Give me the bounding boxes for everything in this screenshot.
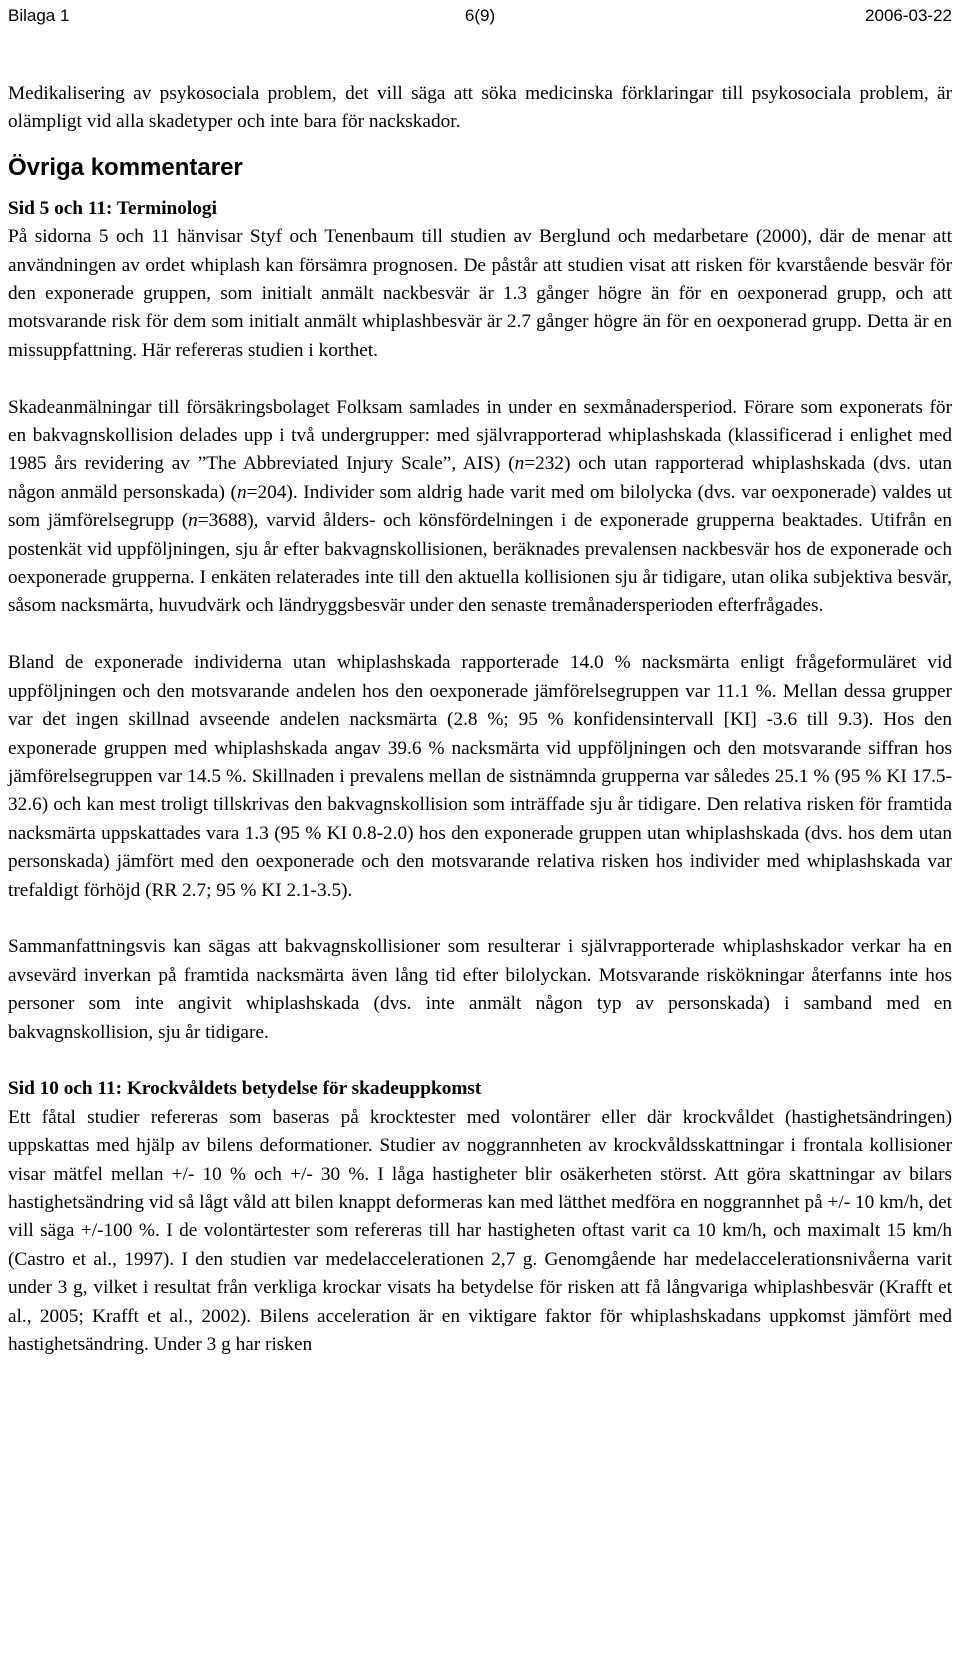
document-body [8,80,952,1359]
section2-paragraph-1: Ett fåtal studier refereras som baseras på krocktester med volontärer eller där krockvåldet (hastighetsändringen) uppskattas med hjälp av bilens deformationer. Studier av noggrannheten av krockvåldsskattningar i frontala kollisioner visar mätfel mellan +/- 10 % och +/- 30 %. I låga hastigheter blir osäkerheten störst. Att göra skattningar av bilars hastighetsändring vid så lågt våld att bilen knappt deformeras kan med lätthet medföra en noggrannhet på +/- 10 km/h, det vill säga +/-100 %. I de volontärtester som refereras till har hastigheten oftast varit ca 10 km/h, och maximalt 15 km/h (Castro et al., 1997). I den studien var medelaccelerationen 2,7 g. Genomgående har medelaccelerationsnivåerna varit under 3 g, vilket i resultat från verkliga krockar visats ha betydelse för risken att få långvariga whiplashbesvär (Krafft et al., 2005; Krafft et al., 2002). Bilens acceleration är en viktigare faktor för whiplashskadans uppkomst jämfört med hastighetsändring. Under 3 g har risken [8,1106,952,1355]
header-date: 2006-03-22 [865,6,952,25]
header-page-number: 6(9) [464,6,496,25]
section1-paragraph-1: På sidorna 5 och 11 hänvisar Styf och Tenenbaum till studien av Berglund och medarbetare (2000), där de menar att användningen av ordet whiplash kan försämra prognosen. De påstår att studien visat att risken för kvarstående besvär för den exponerade gruppen, som initialt anmält nackbesvär är 1.3 gånger högre än för en oexponerad grupp, och att motsvarande risk för dem som initialt anmält whiplashbesvär är 2.7 gånger högre än för en oexponerad grupp. Detta är en missuppfattning. Här refereras studien i korthet. [8,226,952,361]
section1-title: Sid 5 och 11: Terminologi [8,197,217,219]
section1-paragraph-4: Sammanfattningsvis kan sägas att bakvagnskollisioner som resulterar i självrapporterade whiplashskador verkar ha en avsevärd inverkan på framtida nacksmärta även lång tid efter bilolyckan. Motsvarande riskökningar återfanns inte hos personer som inte angivit whiplashskada (dvs. inte anmält någon typ av personskada) i samband med en bakvagnskollision, sju år tidigare. [8,936,952,1043]
section2-title: Sid 10 och 11: Krockvåldets betydelse för skadeuppkomst [8,1078,482,1100]
section-heading: Övriga kommentarer [8,153,243,181]
intro-paragraph: Medikalisering av psykosociala problem, det vill säga att söka medicinska förklaringar till psykosociala problem, är olämpligt vid alla skadetyper och inte bara för nackskador. [8,83,952,133]
header-attachment-label: Bilaga 1 [8,6,70,25]
section1-paragraph-2: Skadeanmälningar till försäkringsbolaget Folksam samlades in under en sexmånadersperiod. Förare som exponerats för en bakvagnskollision delades upp i två undergrupper: med självrapporterad whiplashskada (klassificerad i enlighet med 1985 års revidering av ”The Abbreviated Injury Scale”, AIS) (n=232) och utan rapporterad whiplashskada (dvs. utan någon anmäld personskada) (n=204). Individer som aldrig hade varit med om bilolycka (dvs. var oexponerade) valdes ut som jämförelsegrupp (n=3688), varvid ålders- och könsfördelningen i de exponerade grupperna beaktades. Utifrån en postenkät vid uppföljningen, sju år efter bakvagnskollisionen, beräknades prevalensen nackbesvär hos de exponerade och oexponerade grupperna. I enkäten relaterades inte till den aktuella kollisionen sju år tidigare, utan olika subjektiva besvär, såsom nacksmärta, huvudvärk och ländryggsbesvär under den senaste tremånadersperioden efterfrågades. [8,396,953,617]
section1-paragraph-3: Bland de exponerade individerna utan whiplashskada rapporterade 14.0 % nacksmärta enligt frågeformuläret vid uppföljningen och den motsvarande andelen hos den oexponerade jämförelsegruppen var 11.1 %. Mellan dessa grupper var det ingen skillnad avseende andelen nacksmärta (2.8 %; 95 % konfidensintervall [KI] -3.6 till 9.3). Hos den exponerade gruppen med whiplashskada angav 39.6 % nacksmärta vid uppföljningen och den motsvarande siffran hos jämförelsegruppen var 14.5 %. Skillnaden i prevalens mellan de sistnämnda grupperna var således 25.1 % (95 % KI 17.5-32.6) och kan mest troligt tillskrivas den bakvagnskollision som inträffade sju år tidigare. Den relativa risken för framtida nacksmärta uppskattades vara 1.3 (95 % KI 0.8-2.0) hos den exponerade gruppen utan whiplashskada (dvs. hos dem utan personskada) jämfört med den oexponerade och den motsvarande relativa risken hos individer med whiplashskada var trefaldigt förhöjd (RR 2.7; 95 % KI 2.1-3.5). [8,652,952,901]
page-header [8,6,952,32]
